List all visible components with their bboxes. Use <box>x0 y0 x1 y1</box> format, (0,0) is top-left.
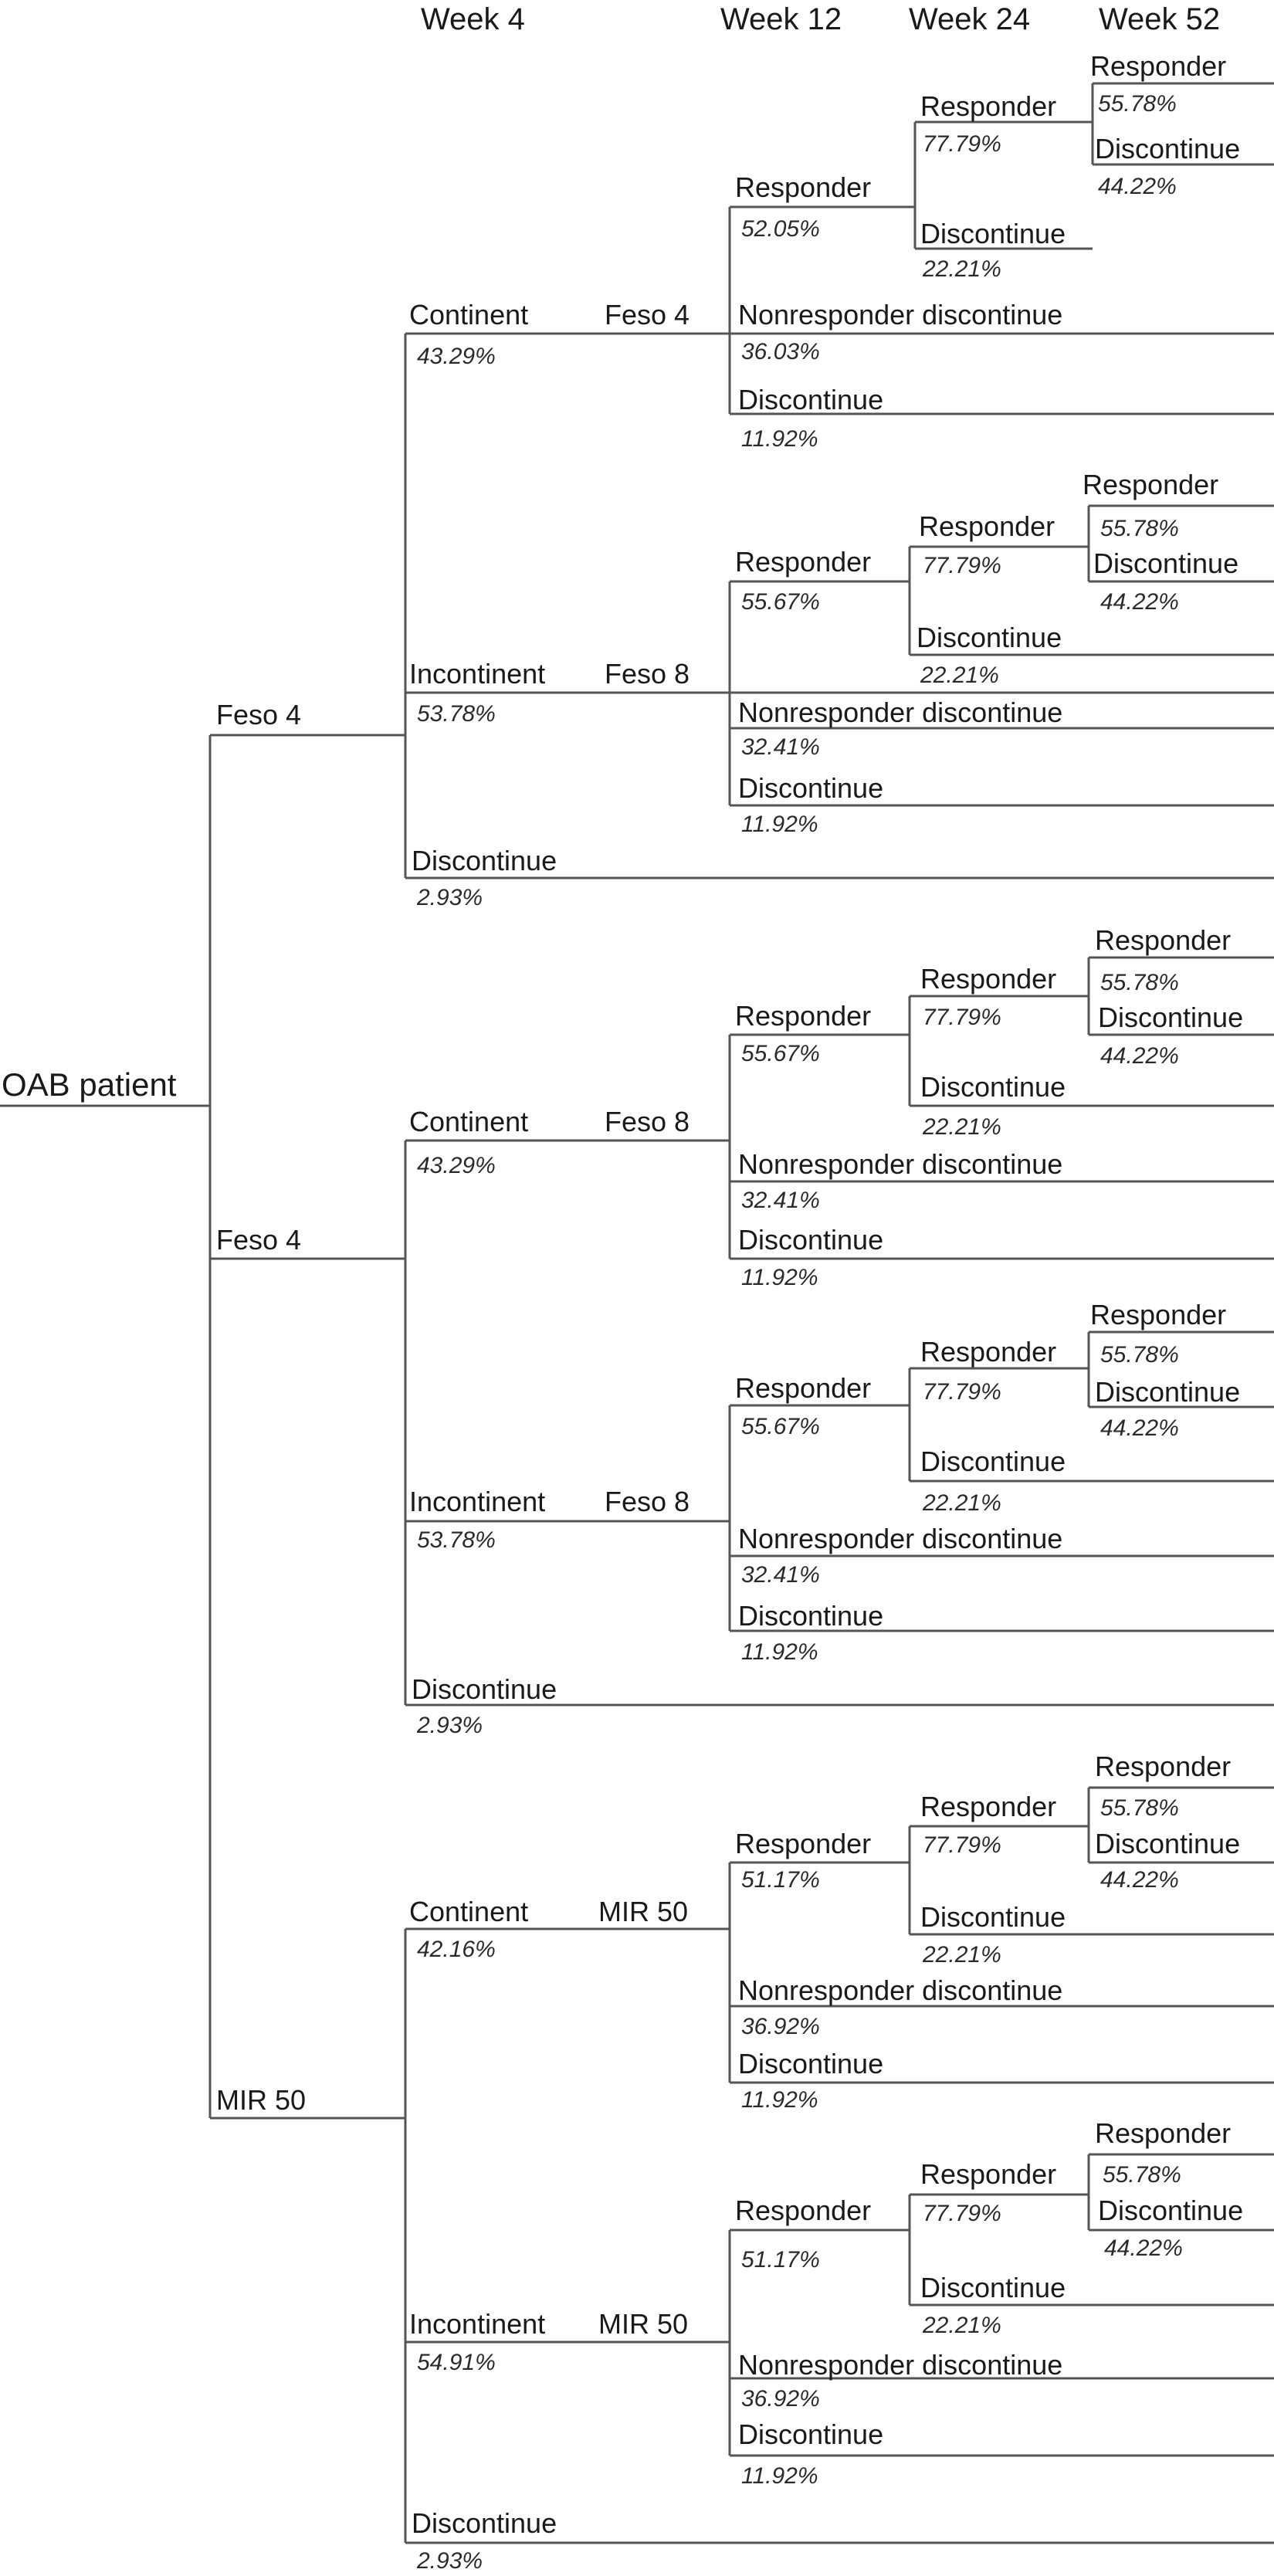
arm-3-discontinue-label: Discontinue <box>412 2507 557 2539</box>
a1c-w52-responder-pct: 55.78% <box>1098 91 1177 117</box>
arm-2-continent-dose: Feso 8 <box>605 1106 690 1137</box>
a3i-responder-pct: 51.17% <box>741 2247 820 2273</box>
a3i-w52-discontinue-pct: 44.22% <box>1104 2235 1183 2261</box>
arm-1-discontinue-label: Discontinue <box>412 845 557 876</box>
a1i-w24-responder-pct: 77.79% <box>923 553 1001 578</box>
a3c-w24-responder-label: Responder <box>920 1791 1057 1822</box>
a3i-w24-discontinue-pct: 22.21% <box>923 2313 1001 2338</box>
a3c-nonresponder-pct: 36.92% <box>741 2014 820 2039</box>
a2c-w52-responder-pct: 55.78% <box>1100 970 1179 995</box>
a2c-nonresponder-pct: 32.41% <box>741 1188 820 1213</box>
a3c-w24-discontinue-pct: 22.21% <box>923 1942 1001 1968</box>
arm-1-continent-dose: Feso 4 <box>605 299 690 330</box>
a2i-discontinue-label: Discontinue <box>738 1600 884 1632</box>
arm-2-discontinue-label: Discontinue <box>412 1673 557 1705</box>
arm-2-continent-pct: 43.29% <box>417 1153 496 1178</box>
arm-3-incontinent-dose: MIR 50 <box>598 2308 689 2340</box>
a2c-responder-label: Responder <box>735 1000 872 1032</box>
a3c-responder-label: Responder <box>735 1828 872 1859</box>
arm-1-incontinent-dose: Feso 8 <box>605 658 690 690</box>
a2i-w52-discontinue-pct: 44.22% <box>1100 1415 1179 1441</box>
a3i-w52-responder-pct: 55.78% <box>1103 2162 1181 2188</box>
a2c-nonresponder-label: Nonresponder discontinue <box>738 1148 1063 1180</box>
arm-3-continent-pct: 42.16% <box>417 1937 496 1962</box>
header-week-12: Week 12 <box>720 2 842 36</box>
a2i-w52-discontinue-label: Discontinue <box>1095 1376 1241 1408</box>
arm-3-continent-label: Continent <box>409 1896 529 1927</box>
a1c-nonresponder-label: Nonresponder discontinue <box>738 299 1063 330</box>
a3i-w24-discontinue-label: Discontinue <box>920 2272 1066 2303</box>
a1i-w52-responder-label: Responder <box>1083 469 1219 500</box>
header-week-4: Week 4 <box>421 2 525 36</box>
a2c-w52-responder-label: Responder <box>1095 924 1232 956</box>
header-week-52: Week 52 <box>1099 2 1221 36</box>
header-week-24: Week 24 <box>909 2 1031 36</box>
a1c-responder-label: Responder <box>735 171 872 203</box>
arm-2-label: Feso 4 <box>216 1224 302 1256</box>
arm-3-continent-dose: MIR 50 <box>598 1896 689 1927</box>
a2c-w52-discontinue-label: Discontinue <box>1098 1002 1244 1033</box>
a3i-discontinue-label: Discontinue <box>738 2418 884 2450</box>
a3i-nonresponder-label: Nonresponder discontinue <box>738 2349 1063 2381</box>
arm-1-continent-label: Continent <box>409 299 529 330</box>
a1c-nonresponder-pct: 36.03% <box>741 339 820 364</box>
a3c-responder-pct: 51.17% <box>741 1867 820 1893</box>
a2i-w24-responder-label: Responder <box>920 1336 1057 1368</box>
a2c-w52-discontinue-pct: 44.22% <box>1100 1043 1179 1069</box>
arm-3-incontinent-label: Incontinent <box>409 2308 546 2340</box>
a1i-w52-responder-pct: 55.78% <box>1100 516 1179 541</box>
a3c-discontinue-pct: 11.92% <box>741 2087 818 2113</box>
a2i-responder-pct: 55.67% <box>741 1414 820 1439</box>
a1c-w24-discontinue-pct: 22.21% <box>923 256 1001 282</box>
arm-1-label: Feso 4 <box>216 699 302 730</box>
a1i-nonresponder-label: Nonresponder discontinue <box>738 697 1063 728</box>
arm-1-incontinent-label: Incontinent <box>409 658 546 690</box>
a2i-w24-discontinue-pct: 22.21% <box>923 1490 1001 1516</box>
a3i-nonresponder-pct: 36.92% <box>741 2386 820 2412</box>
a3i-w52-discontinue-label: Discontinue <box>1098 2195 1244 2226</box>
a1c-discontinue-label: Discontinue <box>738 384 884 415</box>
a2i-w24-discontinue-label: Discontinue <box>920 1446 1066 1477</box>
arm-2-discontinue-pct: 2.93% <box>417 1713 483 1738</box>
a1c-w52-discontinue-pct: 44.22% <box>1098 174 1177 199</box>
arm-3-incontinent-pct: 54.91% <box>417 2350 496 2375</box>
a1c-responder-pct: 52.05% <box>741 216 820 242</box>
a2i-nonresponder-label: Nonresponder discontinue <box>738 1523 1063 1554</box>
a1i-responder-pct: 55.67% <box>741 589 820 615</box>
a1i-nonresponder-pct: 32.41% <box>741 734 820 760</box>
a1i-w52-discontinue-pct: 44.22% <box>1100 589 1179 615</box>
a1c-w24-responder-label: Responder <box>920 90 1057 122</box>
a3i-w52-responder-label: Responder <box>1095 2117 1232 2149</box>
arm-2-incontinent-pct: 53.78% <box>417 1527 496 1553</box>
a1c-discontinue-pct: 11.92% <box>741 426 818 452</box>
a1i-w24-responder-label: Responder <box>919 510 1055 542</box>
a2i-w52-responder-label: Responder <box>1090 1299 1227 1330</box>
a1c-w52-responder-label: Responder <box>1090 50 1227 82</box>
arm-2-incontinent-dose: Feso 8 <box>605 1486 690 1517</box>
arm-3-label: MIR 50 <box>216 2084 307 2116</box>
a3i-discontinue-pct: 11.92% <box>741 2463 818 2489</box>
a3c-w52-responder-label: Responder <box>1095 1751 1232 1782</box>
a2i-nonresponder-pct: 32.41% <box>741 1562 820 1588</box>
a2c-w24-discontinue-pct: 22.21% <box>923 1114 1001 1140</box>
a1i-discontinue-label: Discontinue <box>738 772 884 804</box>
a3c-w24-discontinue-label: Discontinue <box>920 1901 1066 1933</box>
arm-2-incontinent-label: Incontinent <box>409 1486 546 1517</box>
a2c-w24-discontinue-label: Discontinue <box>920 1071 1066 1103</box>
a3c-nonresponder-label: Nonresponder discontinue <box>738 1974 1063 2006</box>
a2i-w52-responder-pct: 55.78% <box>1100 1342 1179 1368</box>
a2c-w24-responder-pct: 77.79% <box>923 1005 1001 1030</box>
a1c-w24-responder-pct: 77.79% <box>923 131 1001 157</box>
arm-2-continent-label: Continent <box>409 1106 529 1137</box>
a1i-w52-discontinue-label: Discontinue <box>1093 547 1239 579</box>
arm-1-discontinue-pct: 2.93% <box>417 885 483 910</box>
a2i-discontinue-pct: 11.92% <box>741 1639 818 1665</box>
a3c-discontinue-label: Discontinue <box>738 2048 884 2079</box>
a1i-w24-discontinue-label: Discontinue <box>917 622 1062 653</box>
a2c-w24-responder-label: Responder <box>920 963 1057 995</box>
a3c-w52-discontinue-pct: 44.22% <box>1100 1867 1179 1893</box>
a3c-w24-responder-pct: 77.79% <box>923 1832 1001 1858</box>
arm-1-incontinent-pct: 53.78% <box>417 701 496 727</box>
a1c-w24-discontinue-label: Discontinue <box>920 218 1066 249</box>
a3i-w24-responder-label: Responder <box>920 2158 1057 2190</box>
a1i-w24-discontinue-pct: 22.21% <box>920 663 999 688</box>
a1c-w52-discontinue-label: Discontinue <box>1095 133 1241 164</box>
a2i-responder-label: Responder <box>735 1372 872 1404</box>
a1i-responder-label: Responder <box>735 546 872 578</box>
a3c-w52-discontinue-label: Discontinue <box>1095 1828 1241 1859</box>
arm-3-discontinue-pct: 2.93% <box>417 2548 483 2574</box>
arm-1-continent-pct: 43.29% <box>417 344 496 369</box>
a2c-discontinue-label: Discontinue <box>738 1224 884 1256</box>
a2c-discontinue-pct: 11.92% <box>741 1265 818 1290</box>
a3c-w52-responder-pct: 55.78% <box>1100 1795 1179 1821</box>
a3i-w24-responder-pct: 77.79% <box>923 2201 1001 2226</box>
a3i-responder-label: Responder <box>735 2195 872 2226</box>
a1i-discontinue-pct: 11.92% <box>741 812 818 837</box>
root-node-label: OAB patient <box>2 1066 177 1103</box>
a2i-w24-responder-pct: 77.79% <box>923 1379 1001 1405</box>
a2c-responder-pct: 55.67% <box>741 1041 820 1066</box>
